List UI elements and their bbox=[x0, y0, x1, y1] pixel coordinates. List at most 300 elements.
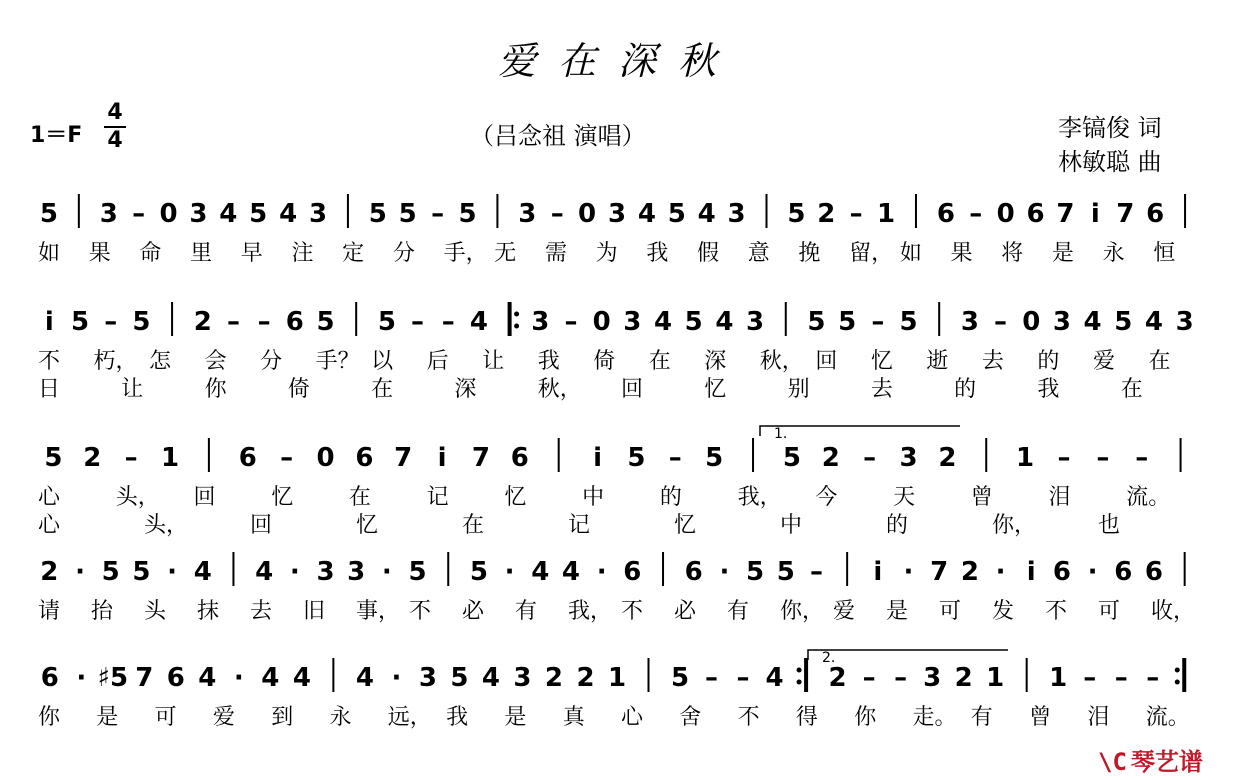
time-signature-bottom: 4 bbox=[107, 128, 123, 153]
lyric: 会 bbox=[204, 349, 227, 374]
note: 6 bbox=[510, 443, 529, 473]
note: – bbox=[124, 443, 138, 473]
lyric: 是 bbox=[1051, 241, 1074, 266]
note: 4 bbox=[765, 663, 784, 693]
note: 3 bbox=[727, 199, 746, 229]
lyric: 注 bbox=[291, 241, 314, 266]
lyric: 必 bbox=[462, 599, 485, 624]
lyric: 泪 bbox=[1048, 485, 1071, 510]
note: · bbox=[995, 557, 1006, 587]
lyric: 忆 bbox=[704, 377, 727, 402]
note: 5 bbox=[398, 199, 417, 229]
lyric: 你， bbox=[780, 599, 825, 624]
note: 2 bbox=[938, 443, 957, 473]
lyric: 我 bbox=[646, 241, 669, 266]
lyric: 是 bbox=[96, 705, 119, 730]
note: – bbox=[104, 307, 118, 337]
lyric: 是 bbox=[504, 705, 527, 730]
lyric: 分 bbox=[392, 241, 415, 266]
lyric: 以 bbox=[371, 349, 394, 374]
lyric: 为 bbox=[595, 241, 618, 266]
lyric: 意 bbox=[747, 241, 770, 266]
lyric: 旧 bbox=[303, 599, 326, 624]
lyric: 有 bbox=[727, 599, 750, 624]
note: 0 bbox=[592, 307, 611, 337]
note: 3 bbox=[899, 443, 918, 473]
note: 5 bbox=[368, 199, 387, 229]
lyric: 心 bbox=[38, 485, 61, 510]
lyric: 我 bbox=[1037, 377, 1060, 402]
note: – bbox=[280, 443, 294, 473]
note: 4 bbox=[481, 663, 500, 693]
note: 1 bbox=[607, 663, 627, 693]
note: 7 bbox=[471, 443, 491, 473]
note: 5 bbox=[377, 307, 396, 337]
lyric: 的 bbox=[659, 485, 682, 510]
singer-credit: （吕念祖 演唱） bbox=[470, 122, 646, 150]
note: 6 bbox=[355, 443, 374, 473]
note: i bbox=[1090, 199, 1100, 229]
lyric: 是 bbox=[886, 599, 909, 624]
note: 6 bbox=[166, 663, 185, 693]
note: – bbox=[1096, 443, 1110, 473]
lyric: 爱 bbox=[833, 599, 856, 624]
lyric: 的 bbox=[886, 513, 909, 538]
lyric: 有 bbox=[515, 599, 538, 624]
note: 3 bbox=[923, 663, 942, 693]
lyric: 回 bbox=[193, 485, 216, 510]
lyric: 恒 bbox=[1153, 241, 1176, 266]
lyric: 中 bbox=[780, 513, 803, 538]
lyric: 不 bbox=[621, 599, 644, 624]
note: – bbox=[849, 199, 863, 229]
volta-bracket bbox=[760, 426, 960, 436]
note: 7 bbox=[135, 663, 154, 693]
key-signature: 1＝F bbox=[30, 123, 83, 148]
lyric: 忆 bbox=[870, 349, 893, 374]
note: · bbox=[75, 557, 85, 587]
lyric: 深 bbox=[454, 377, 477, 402]
note: 5 bbox=[899, 307, 918, 337]
note: – bbox=[1135, 443, 1149, 473]
lyric: 倚 bbox=[287, 377, 310, 402]
lyric: 爱 bbox=[212, 705, 235, 730]
lyric: 秋， bbox=[537, 377, 582, 402]
lyric: 今 bbox=[815, 485, 838, 510]
note: – bbox=[668, 443, 682, 473]
note: 4 bbox=[292, 663, 311, 693]
lyric: 永 bbox=[329, 705, 352, 730]
lyric: 让 bbox=[121, 377, 144, 402]
note: 5 bbox=[776, 557, 795, 587]
lyric: 别 bbox=[787, 377, 810, 402]
note: · bbox=[233, 663, 244, 693]
note: 5 bbox=[132, 557, 151, 587]
repeat-dot bbox=[797, 680, 802, 685]
note: – bbox=[809, 557, 823, 587]
lyric: 我 bbox=[537, 349, 560, 374]
note: – bbox=[705, 663, 719, 693]
lyric: 可 bbox=[1098, 599, 1121, 624]
lyric: 如 bbox=[899, 241, 922, 266]
lyric: 曾 bbox=[1029, 705, 1052, 730]
note: – bbox=[1057, 443, 1071, 473]
note: 6 bbox=[1144, 557, 1164, 587]
lyric: 我， bbox=[737, 485, 782, 510]
note: – bbox=[894, 663, 908, 693]
lyric: 去 bbox=[870, 377, 893, 402]
lyric: 走。 bbox=[912, 705, 957, 730]
song-title: 爱在深秋 bbox=[497, 39, 738, 83]
note: 2 bbox=[193, 307, 212, 337]
time-signature-top: 4 bbox=[104, 100, 126, 128]
note: i bbox=[44, 307, 54, 337]
lyric: 深 bbox=[704, 349, 727, 374]
logo bbox=[1098, 742, 1203, 777]
lyric: 有 bbox=[970, 705, 993, 730]
lyric: 记 bbox=[426, 485, 449, 510]
note: 4 bbox=[653, 307, 673, 337]
repeat-dot bbox=[1175, 668, 1180, 673]
note: 4 bbox=[355, 663, 374, 693]
note: – bbox=[550, 199, 564, 229]
lyric: 早 bbox=[240, 241, 263, 266]
note: 5 bbox=[101, 557, 120, 587]
lyric: 到 bbox=[271, 705, 294, 730]
note: 6 bbox=[1026, 199, 1045, 229]
note: 5 bbox=[670, 663, 690, 693]
lyric: 在 bbox=[648, 349, 671, 374]
note: 2 bbox=[544, 663, 564, 693]
lyric: 果 bbox=[88, 241, 111, 266]
composer-credit: 林敏聪 曲 bbox=[1058, 148, 1162, 176]
lyric: 的 bbox=[1037, 349, 1060, 374]
lyric: 让 bbox=[482, 349, 505, 374]
note: 3 bbox=[189, 199, 208, 229]
note: – bbox=[564, 307, 578, 337]
lyric: 挽 bbox=[798, 241, 821, 266]
lyric: 秋， bbox=[759, 349, 804, 374]
note: 4 bbox=[1144, 307, 1164, 337]
lyric: 忆 bbox=[271, 485, 294, 510]
lyric: 不 bbox=[38, 349, 61, 374]
note: 4 bbox=[561, 557, 581, 587]
note: · bbox=[903, 557, 914, 587]
note: 4 bbox=[219, 199, 238, 229]
note: – bbox=[994, 307, 1008, 337]
lyric: 我 bbox=[446, 705, 469, 730]
lyric: 中 bbox=[582, 485, 605, 510]
lyric: 后 bbox=[426, 349, 449, 374]
lyric: 在 bbox=[371, 377, 394, 402]
note: 4 bbox=[697, 199, 716, 229]
lyric: 无 bbox=[494, 241, 517, 266]
note: 5 bbox=[450, 663, 469, 693]
note: 5 bbox=[316, 307, 335, 337]
repeat-dot bbox=[1175, 680, 1180, 685]
note: 6 bbox=[285, 307, 304, 337]
lyric: 抬 bbox=[91, 599, 114, 624]
note: – bbox=[863, 443, 877, 473]
lyric: 天 bbox=[893, 485, 916, 510]
note: 5 bbox=[807, 307, 826, 337]
note: 4 bbox=[198, 663, 217, 693]
note: – bbox=[871, 307, 885, 337]
lyric: 请 bbox=[38, 599, 61, 624]
lyric: 不 bbox=[737, 705, 760, 730]
note: 2 bbox=[817, 199, 836, 229]
note: · bbox=[719, 557, 730, 587]
lyric: 记 bbox=[568, 513, 591, 538]
note: 5 bbox=[705, 443, 724, 473]
note: 2 bbox=[576, 663, 595, 693]
volta-label: 2. bbox=[822, 650, 836, 666]
note: 3 bbox=[308, 199, 328, 229]
note: – bbox=[1114, 663, 1128, 693]
note: – bbox=[1146, 663, 1160, 693]
lyric: 远， bbox=[387, 705, 432, 730]
lyric: 在 bbox=[348, 485, 371, 510]
lyric: 回 bbox=[621, 377, 644, 402]
note: i bbox=[873, 557, 883, 587]
note: – bbox=[431, 199, 445, 229]
note: · bbox=[76, 663, 87, 693]
note: 3 bbox=[960, 307, 979, 337]
lyric: 永 bbox=[1102, 241, 1125, 266]
lyric: 留， bbox=[849, 241, 894, 266]
note: 2 bbox=[960, 557, 979, 587]
lyric: 必 bbox=[674, 599, 697, 624]
note: 0 bbox=[578, 199, 597, 229]
lyric: 流。 bbox=[1145, 705, 1190, 730]
lyric: 在 bbox=[1120, 377, 1143, 402]
note: 1 bbox=[1016, 443, 1035, 473]
lyric: 心 bbox=[621, 705, 644, 730]
lyric: 将 bbox=[1001, 241, 1024, 266]
lyric: 在 bbox=[462, 513, 485, 538]
volta-label: 1. bbox=[774, 426, 788, 442]
note: – bbox=[226, 307, 240, 337]
lyric: 定 bbox=[342, 241, 365, 266]
note: 6 bbox=[1052, 557, 1071, 587]
lyric: 舍 bbox=[679, 705, 702, 730]
lyric: 去 bbox=[250, 599, 273, 624]
note: 5 bbox=[782, 443, 801, 473]
note: 6 bbox=[238, 443, 257, 473]
note: 3 bbox=[1052, 307, 1071, 337]
note: 3 bbox=[418, 663, 437, 693]
lyric: 抹 bbox=[197, 599, 220, 624]
note: 4 bbox=[715, 307, 734, 337]
volta-bracket bbox=[808, 650, 1008, 660]
note: · bbox=[289, 557, 300, 587]
note: 6 bbox=[623, 557, 642, 587]
lyric: 去 bbox=[981, 349, 1004, 374]
logo-icon: \C bbox=[1098, 748, 1127, 776]
note: 2 bbox=[40, 557, 59, 587]
lyric: 爱 bbox=[1092, 349, 1115, 374]
note: 5 bbox=[1114, 307, 1133, 337]
lyric: 真 bbox=[562, 705, 585, 730]
note: 3 bbox=[316, 557, 335, 587]
note: 2 bbox=[954, 663, 973, 693]
note: 0 bbox=[1022, 307, 1041, 337]
note: – bbox=[736, 663, 750, 693]
note: i bbox=[593, 443, 603, 473]
note: · bbox=[381, 557, 392, 587]
note: 6 bbox=[936, 199, 955, 229]
note: 1 bbox=[986, 663, 1005, 693]
note: 5 bbox=[627, 443, 646, 473]
repeat-dot bbox=[514, 312, 519, 317]
note: 5 bbox=[408, 557, 427, 587]
lyric: 头， bbox=[144, 513, 189, 538]
note: 0 bbox=[316, 443, 335, 473]
note: 3 bbox=[623, 307, 642, 337]
note: 4 bbox=[1083, 307, 1102, 337]
note: 3 bbox=[531, 307, 550, 337]
note: · bbox=[167, 557, 178, 587]
lyric: 你 bbox=[38, 705, 61, 730]
note: 3 bbox=[513, 663, 532, 693]
note: 5 bbox=[249, 199, 268, 229]
note: 1 bbox=[1049, 663, 1068, 693]
note: 7 bbox=[1116, 199, 1135, 229]
note: 7 bbox=[394, 443, 413, 473]
note: – bbox=[1083, 663, 1097, 693]
lyric: 手， bbox=[443, 241, 488, 266]
note: ♯5 bbox=[97, 663, 129, 693]
lyric: 分 bbox=[260, 349, 283, 374]
note: – bbox=[132, 199, 146, 229]
lyric: 如 bbox=[38, 241, 61, 266]
note: 4 bbox=[279, 199, 298, 229]
lyric: 手？ bbox=[315, 349, 360, 374]
note: 1 bbox=[877, 199, 896, 229]
logo-text: 琴艺谱 bbox=[1130, 748, 1203, 776]
note: 4 bbox=[255, 557, 274, 587]
note: – bbox=[441, 307, 455, 337]
note: 5 bbox=[70, 307, 90, 337]
note: 5 bbox=[787, 199, 806, 229]
lyric: 回 bbox=[250, 513, 273, 538]
note: – bbox=[411, 307, 425, 337]
note: 2 bbox=[83, 443, 102, 473]
note: 4 bbox=[531, 557, 550, 587]
note: 4 bbox=[193, 557, 212, 587]
lyric: 你 bbox=[854, 705, 877, 730]
lyric: 你， bbox=[992, 513, 1037, 538]
note: 5 bbox=[667, 199, 686, 229]
lyric: 忆 bbox=[674, 513, 697, 538]
note: 5 bbox=[39, 199, 58, 229]
note: i bbox=[1026, 557, 1036, 587]
note: 3 bbox=[746, 307, 765, 337]
note: 6 bbox=[1114, 557, 1133, 587]
lyric: 头， bbox=[115, 485, 160, 510]
lyric: 里 bbox=[190, 241, 213, 266]
note: 3 bbox=[99, 199, 118, 229]
note: i bbox=[437, 443, 447, 473]
note: 3 bbox=[1175, 307, 1194, 337]
lyric: 曾 bbox=[970, 485, 993, 510]
note: 3 bbox=[518, 199, 537, 229]
repeat-dot bbox=[514, 324, 519, 329]
lyric: 假 bbox=[697, 241, 720, 266]
note: 3 bbox=[347, 557, 366, 587]
note: – bbox=[862, 663, 876, 693]
note: 5 bbox=[44, 443, 63, 473]
note: · bbox=[504, 557, 515, 587]
lyric: 逝 bbox=[926, 349, 949, 374]
note: 3 bbox=[607, 199, 627, 229]
note: · bbox=[596, 557, 607, 587]
note: 4 bbox=[637, 199, 656, 229]
lyric: 泪 bbox=[1087, 705, 1110, 730]
lyric: 事， bbox=[356, 599, 401, 624]
lyric: 发 bbox=[992, 599, 1015, 624]
lyric: 的 bbox=[954, 377, 977, 402]
lyric: 朽， bbox=[93, 349, 138, 374]
lyricist-credit: 李镐俊 词 bbox=[1058, 114, 1162, 142]
lyric: 你 bbox=[204, 377, 227, 402]
lyric: 可 bbox=[154, 705, 177, 730]
lyric: 也 bbox=[1098, 513, 1121, 538]
note: · bbox=[1087, 557, 1098, 587]
note: 6 bbox=[684, 557, 703, 587]
note: 2 bbox=[821, 443, 840, 473]
lyric: 回 bbox=[815, 349, 838, 374]
note: 5 bbox=[469, 557, 488, 587]
lyric: 不 bbox=[409, 599, 432, 624]
note: 2 bbox=[828, 663, 847, 693]
note: – bbox=[257, 307, 271, 337]
note: 0 bbox=[159, 199, 178, 229]
lyric: 在 bbox=[1148, 349, 1171, 374]
note: 5 bbox=[684, 307, 703, 337]
lyric: 得 bbox=[795, 705, 818, 730]
note: 1 bbox=[160, 443, 180, 473]
note: – bbox=[969, 199, 983, 229]
repeat-dot bbox=[797, 668, 802, 673]
lyric: 头 bbox=[144, 599, 167, 624]
note: 5 bbox=[838, 307, 857, 337]
note: 7 bbox=[930, 557, 949, 587]
lyric: 忆 bbox=[356, 513, 379, 538]
lyric: 忆 bbox=[504, 485, 527, 510]
lyric: 倚 bbox=[593, 349, 616, 374]
lyric: 果 bbox=[950, 241, 973, 266]
lyric: 可 bbox=[939, 599, 962, 624]
note: 6 bbox=[40, 663, 59, 693]
lyric: 命 bbox=[139, 241, 162, 266]
lyric: 收， bbox=[1151, 599, 1196, 624]
lyric: 流。 bbox=[1126, 485, 1171, 510]
note: · bbox=[391, 663, 402, 693]
lyric: 日 bbox=[38, 377, 61, 402]
lyric: 心 bbox=[38, 513, 61, 538]
lyric: 需 bbox=[544, 241, 567, 266]
lyric: 不 bbox=[1045, 599, 1068, 624]
note: 0 bbox=[996, 199, 1015, 229]
lyric: 怎 bbox=[149, 349, 172, 374]
note: 4 bbox=[261, 663, 280, 693]
note: 5 bbox=[458, 199, 477, 229]
note: 5 bbox=[132, 307, 151, 337]
note: 7 bbox=[1056, 199, 1075, 229]
lyric: 我， bbox=[568, 599, 613, 624]
note: 6 bbox=[1146, 199, 1165, 229]
